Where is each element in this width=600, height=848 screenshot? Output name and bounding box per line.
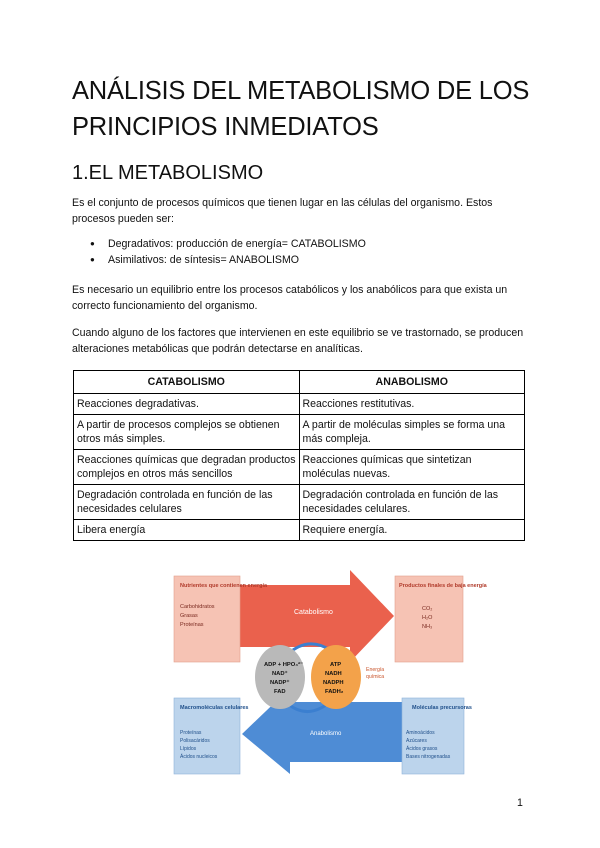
metabolism-diagram: [170, 570, 487, 777]
grey-circle-line: NADP⁺: [270, 680, 290, 686]
energy-label: Energía: [366, 667, 385, 673]
energy-label: química: [366, 674, 385, 680]
intro-paragraph: Es el conjunto de procesos químicos que tienen lugar en las células del organismo. Estos procesos pueden ser:: [72, 197, 493, 225]
table-cell: A partir de procesos complejos se obtienen otros más simples.: [74, 415, 300, 450]
nutrients-title: Nutrientes que contienen energía: [180, 583, 268, 589]
product-item: NH₃: [422, 624, 433, 630]
table-cell: Requiere energía.: [299, 520, 525, 541]
svg-text:Nutrientes que contienen energ: [180, 583, 268, 589]
comparison-table: [73, 370, 525, 541]
macromolecule-item: Polisacáridos: [180, 738, 210, 744]
balance-paragraph: Es necesario un equilibrio entre los procesos catabólicos y los anabólicos para que exista un correcto funcionamiento del organismo.: [72, 284, 508, 312]
catabolism-label: Catabolismo: [294, 609, 333, 616]
grey-circle-line: ADP + HPO₄²⁻: [264, 662, 304, 668]
document-title: ANÁLISIS DEL METABOLISMO DE LOS PRINCIPIOS INMEDIATOS: [72, 77, 530, 141]
table-cell: Degradación controlada en función de las necesidades celulares.: [299, 485, 525, 520]
anabolism-label: Anabolismo: [310, 731, 342, 737]
orange-circle-line: ATP: [330, 662, 342, 668]
precursor-item: Azúcares: [406, 738, 427, 744]
header-catabolismo: CATABOLISMO: [74, 371, 300, 394]
macromolecule-item: Ácidos nucleicos: [180, 754, 218, 760]
table-row: [74, 485, 525, 520]
page-number: 1: [517, 797, 523, 809]
grey-energy-circle: [255, 645, 305, 709]
orange-circle-line: NADPH: [323, 680, 344, 686]
product-item: H₂O: [422, 615, 433, 621]
alteration-paragraph: Cuando alguno de los factores que intervienen en este equilibrio se ve trastornado, se producen alteraciones metabólicas que podrán detectarse en analíticas.: [72, 327, 524, 355]
orange-circle-line: FADH₂: [325, 689, 344, 695]
grey-circle-line: FAD: [274, 689, 286, 695]
nutrient-item: Carbohidratos: [180, 604, 215, 610]
precursor-item: Bases nitrogenadas: [406, 754, 451, 760]
macromolecule-item: Lípidos: [180, 746, 197, 752]
products-title: Productos finales de baja energía: [399, 583, 487, 589]
table-cell: Reacciones degradativas.: [74, 394, 300, 415]
macromolecule-item: Proteínas: [180, 730, 202, 736]
nutrient-item: Grasas: [180, 613, 198, 619]
table-row: [74, 520, 525, 541]
list-item: ● Degradativos: producción de energía= CATABOLISMO: [90, 236, 366, 252]
nutrient-item: Proteínas: [180, 622, 204, 628]
table-row: [74, 450, 525, 485]
precursors-title: Moléculas precursoras: [412, 705, 472, 711]
precursor-item: Ácidos grasos: [406, 746, 438, 752]
section-title: 1.EL METABOLISMO: [72, 162, 264, 184]
table-header-row: [74, 371, 525, 394]
orange-energy-circle: [311, 645, 361, 709]
grey-circle-line: NAD⁺: [272, 671, 288, 677]
table-cell: Libera energía: [74, 520, 300, 541]
table-cell: Degradación controlada en función de las necesidades celulares: [74, 485, 300, 520]
orange-circle-line: NADH: [325, 671, 342, 677]
table-cell: A partir de moléculas simples se forma una más compleja.: [299, 415, 525, 450]
process-list: [90, 236, 366, 268]
table-cell: Reacciones restitutivas.: [299, 394, 525, 415]
list-item: ● Asimilativos: de síntesis= ANABOLISMO: [90, 252, 366, 268]
macromolecules-title: Macromoléculas celulares: [180, 705, 249, 711]
precursor-item: Aminoácidos: [406, 730, 435, 736]
table-row: [74, 394, 525, 415]
table-cell: Reacciones químicas que degradan productos complejos en otros más sencillos: [74, 450, 300, 485]
table-row: [74, 415, 525, 450]
header-anabolismo: ANABOLISMO: [299, 371, 525, 394]
product-item: CO₂: [422, 606, 433, 612]
table-cell: Reacciones químicas que sintetizan moléculas nuevas.: [299, 450, 525, 485]
